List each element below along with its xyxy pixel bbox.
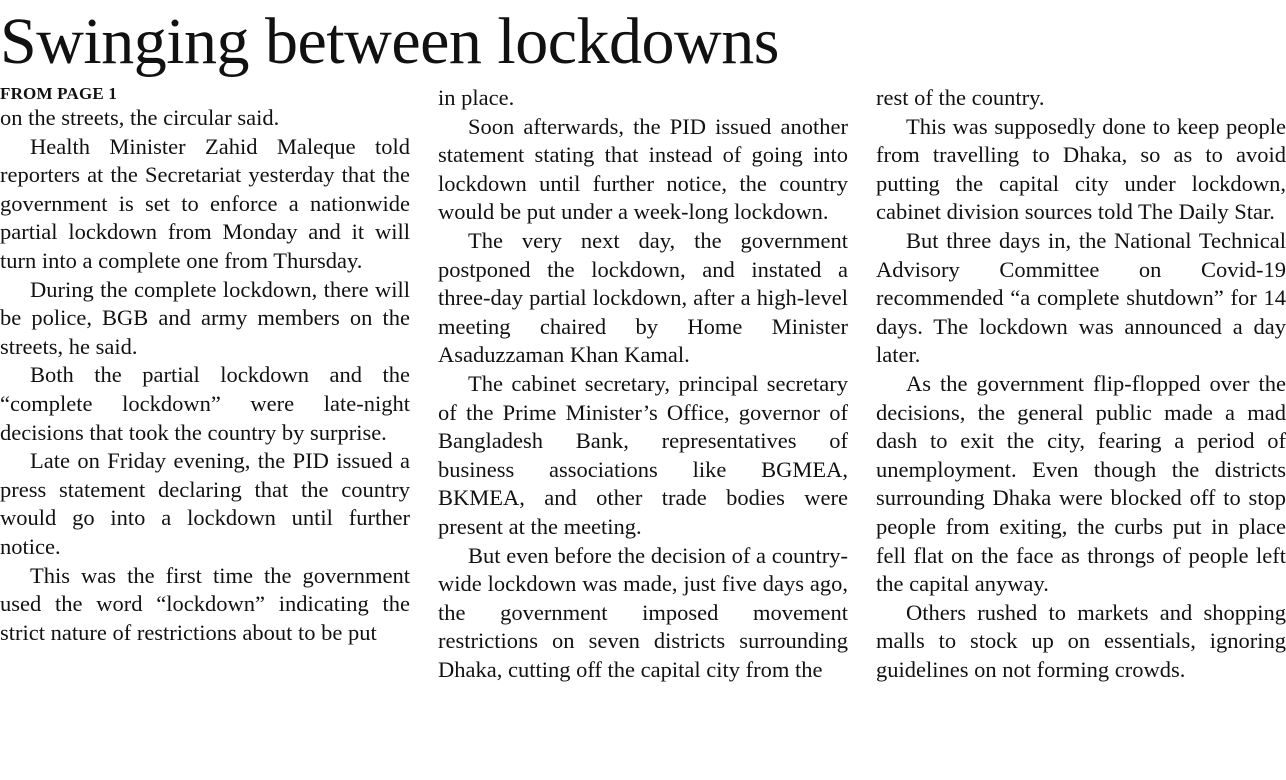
- paragraph: The cabinet secretary, principal secretary of the Prime Minister’s Office, governor of Bangladesh Bank, representatives of business associations like BGMEA, BKMEA, and other trade bodies were present at the meeting.: [438, 370, 848, 539]
- paragraph: on the streets, the circular said.: [0, 105, 280, 130]
- paragraph: But even before the decision of a country-wide lockdown was made, just five days ago, the government imposed movement restrictions on seven districts surrounding Dhaka, cutting off the capital city from the: [438, 542, 848, 682]
- paragraph: But three days in, the National Technical Advisory Committee on Covid-19 recommended “a complete shutdown” for 14 days. The lockdown was announced a day later.: [876, 227, 1286, 368]
- paragraph: This was the first time the government used the word “lockdown” indicating the strict nature of restrictions about to be put: [0, 562, 410, 645]
- paragraph: Health Minister Zahid Maleque told reporters at the Secretariat yesterday that the government is set to enforce a nationwide partial lockdown from Monday and it will turn into a complete one from Thursday.: [0, 133, 410, 273]
- kicker-from-page-1: FROM PAGE 1: [0, 84, 118, 103]
- article-column-1: [0, 84, 410, 647]
- article-column-2: [438, 84, 848, 684]
- paragraph: Both the partial lockdown and the “complete lockdown” were late-night decisions that took the country by surprise.: [0, 362, 410, 445]
- paragraph: Late on Friday evening, the PID issued a press statement declaring that the country would go into a lockdown until further notice.: [0, 448, 410, 559]
- paragraph: Others rushed to markets and shopping malls to stock up on essentials, ignoring guidelines on not forming crowds.: [876, 599, 1286, 682]
- headline: Swinging between lockdowns: [0, 5, 779, 78]
- paragraph: in place.: [438, 85, 515, 110]
- paragraph: rest of the country.: [876, 85, 1045, 110]
- paragraph: The very next day, the government postponed the lockdown, and instated a three-day partial lockdown, after a high-level meeting chaired by Home Minister Asaduzzaman Khan Kamal.: [438, 227, 848, 368]
- paragraph: As the government flip-flopped over the decisions, the general public made a mad dash to exit the city, fearing a period of unemployment. Even though the districts surrounding Dhaka were blocked off to stop people from exiting, the curbs put in place fell flat on the face as throngs of people left the capital anyway.: [876, 370, 1286, 597]
- paragraph: This was supposedly done to keep people from travelling to Dhaka, so as to avoid putting the capital city under lockdown, cabinet division sources told The Daily Star.: [876, 113, 1286, 225]
- article-column-3: [876, 84, 1286, 684]
- paragraph: During the complete lockdown, there will be police, BGB and army members on the streets, he said.: [0, 276, 410, 359]
- paragraph: Soon afterwards, the PID issued another statement stating that instead of going into lockdown until further notice, the country would be put under a week-long lockdown.: [438, 113, 848, 225]
